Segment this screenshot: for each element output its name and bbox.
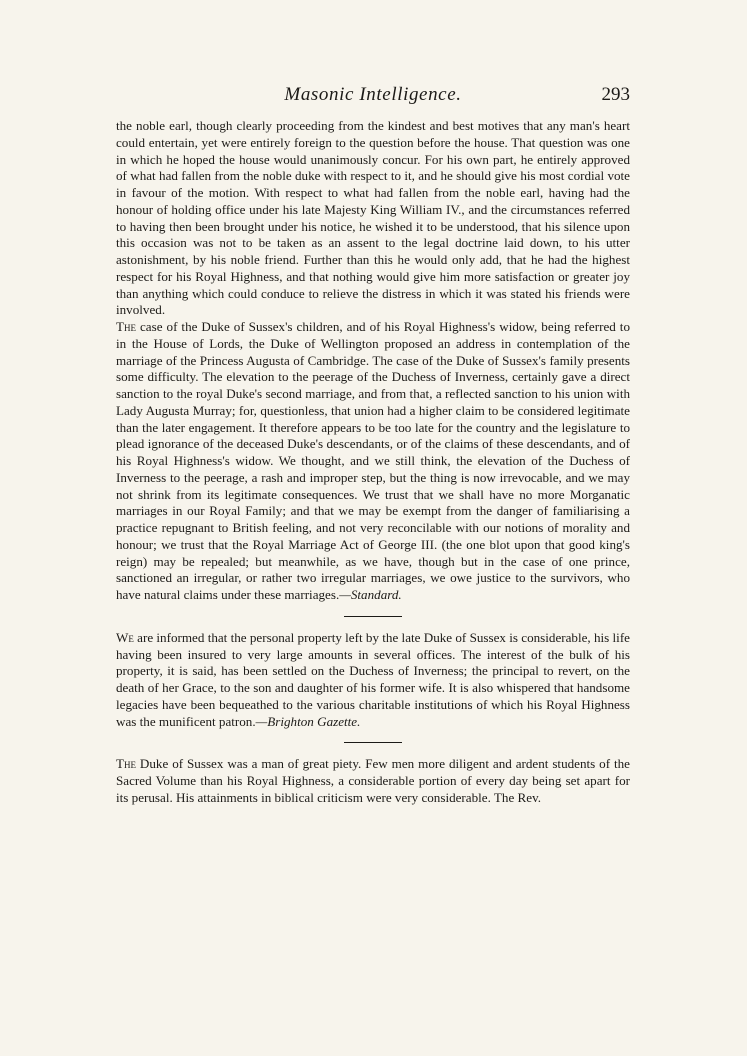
paragraph-source: —Standard. <box>339 587 402 602</box>
paragraph-text: Duke of Sussex was a man of great piety. Few men more diligent and ardent students of the Sacred Volume than his Royal Highness, a considerable portion of every day being set apart for its perusal. His attainments in biblical criticism were very considerable. The Rev. <box>116 756 630 805</box>
paragraph-text: case of the Duke of Sussex's children, and of his Royal Highness's widow, being referred to in the House of Lords, the Duke of Wellington proposed an address in contemplation of the marriage of the Princess Augusta of Cambridge. The case of the Duke of Sussex's family presents some difficulty. The elevation to the peerage of the Duchess of Inverness, certainly gave a direct sanction to the royal Duke's second marriage, and from that, a reflected sanction to his union with Lady Augusta Murray; for, questionless, that union had a higher claim to be considered legitimate than the later engagement. It therefore appears to be too late for the country and the legislature to plead ignorance of the deceased Duke's descendants, or of the claims of these descendants, and of his Royal Highness's widow. We thought, and we still think, the elevation of the Duchess of Inverness to the peerage, a rash and improper step, but the thing is now irrevocable, and we may not shrink from its legitimate consequences. We trust that we shall have no more Morganatic marriages in our Royal Family; and that we may be exempt from the danger of familiarising a practice repugnant to British feeling, and not very reconcilable with our notions of morality and honour; we trust that the Royal Marriage Act of George III. (the one blot upon that good king's reign) may be repealed; but meanwhile, as we have, though but in the case of one prince, sanctioned an irregular, or rather two irregular marriages, we owe justice to the survivors, who have natural claims under these marriages. <box>116 319 630 602</box>
paragraph-source: —Brighton Gazette. <box>255 713 361 729</box>
paragraph-text: the noble earl, though clearly proceeding from the kindest and best motives that any man's heart could entertain, yet were entirely foreign to the question before the house. That question was one in which he hoped the house would unanimously concur. For his own part, he entirely approved of what had fallen from the noble duke with respect to it, and he should give his most cordial vote in favour of the motion. With respect to what had fallen from the noble earl, having had the honour of holding office under his late Majesty King William IV., and the circumstances referred to having then been brought under his notice, he wished it to be understood, that his silence upon this occasion was not to be taken as an assent to the legal doctrine laid down, to his utter astonishment, by his noble friend. Further than this he would only add, that he had the highest respect for his Royal Highness, and that nothing would give him more satisfaction or greater joy than anything which could conduce to relieve the distress in which it was stated his friends were involved. <box>116 118 630 318</box>
paragraph-lead: We <box>116 629 134 645</box>
paragraph-sussex-children <box>116 319 630 604</box>
running-title: Masonic Intelligence. <box>284 84 462 105</box>
paragraph-text: are informed that the personal property left by the late Duke of Sussex is considerable, his life having been insured to very large amounts in several offices. The interest of the bulk of his property, it is said, has been settled on the Duchess of Inverness; the principal to revert, on the death of her Grace, to the son and daughter of his former wife. It is also whispered that handsome legacies have been bequeathed to the various charitable institutions of which his Royal Highness was the munificent patron. <box>116 629 630 729</box>
paragraph-lead: The <box>116 756 136 772</box>
paragraph-lead: The <box>116 319 136 334</box>
page-number: 293 <box>601 84 630 105</box>
paragraph-continuation <box>116 118 630 319</box>
section-divider <box>344 616 402 617</box>
section-divider <box>344 742 402 743</box>
article-body <box>116 118 630 807</box>
paragraph-piety <box>116 756 630 806</box>
running-head <box>116 84 630 108</box>
paragraph-personal-property <box>116 630 630 731</box>
